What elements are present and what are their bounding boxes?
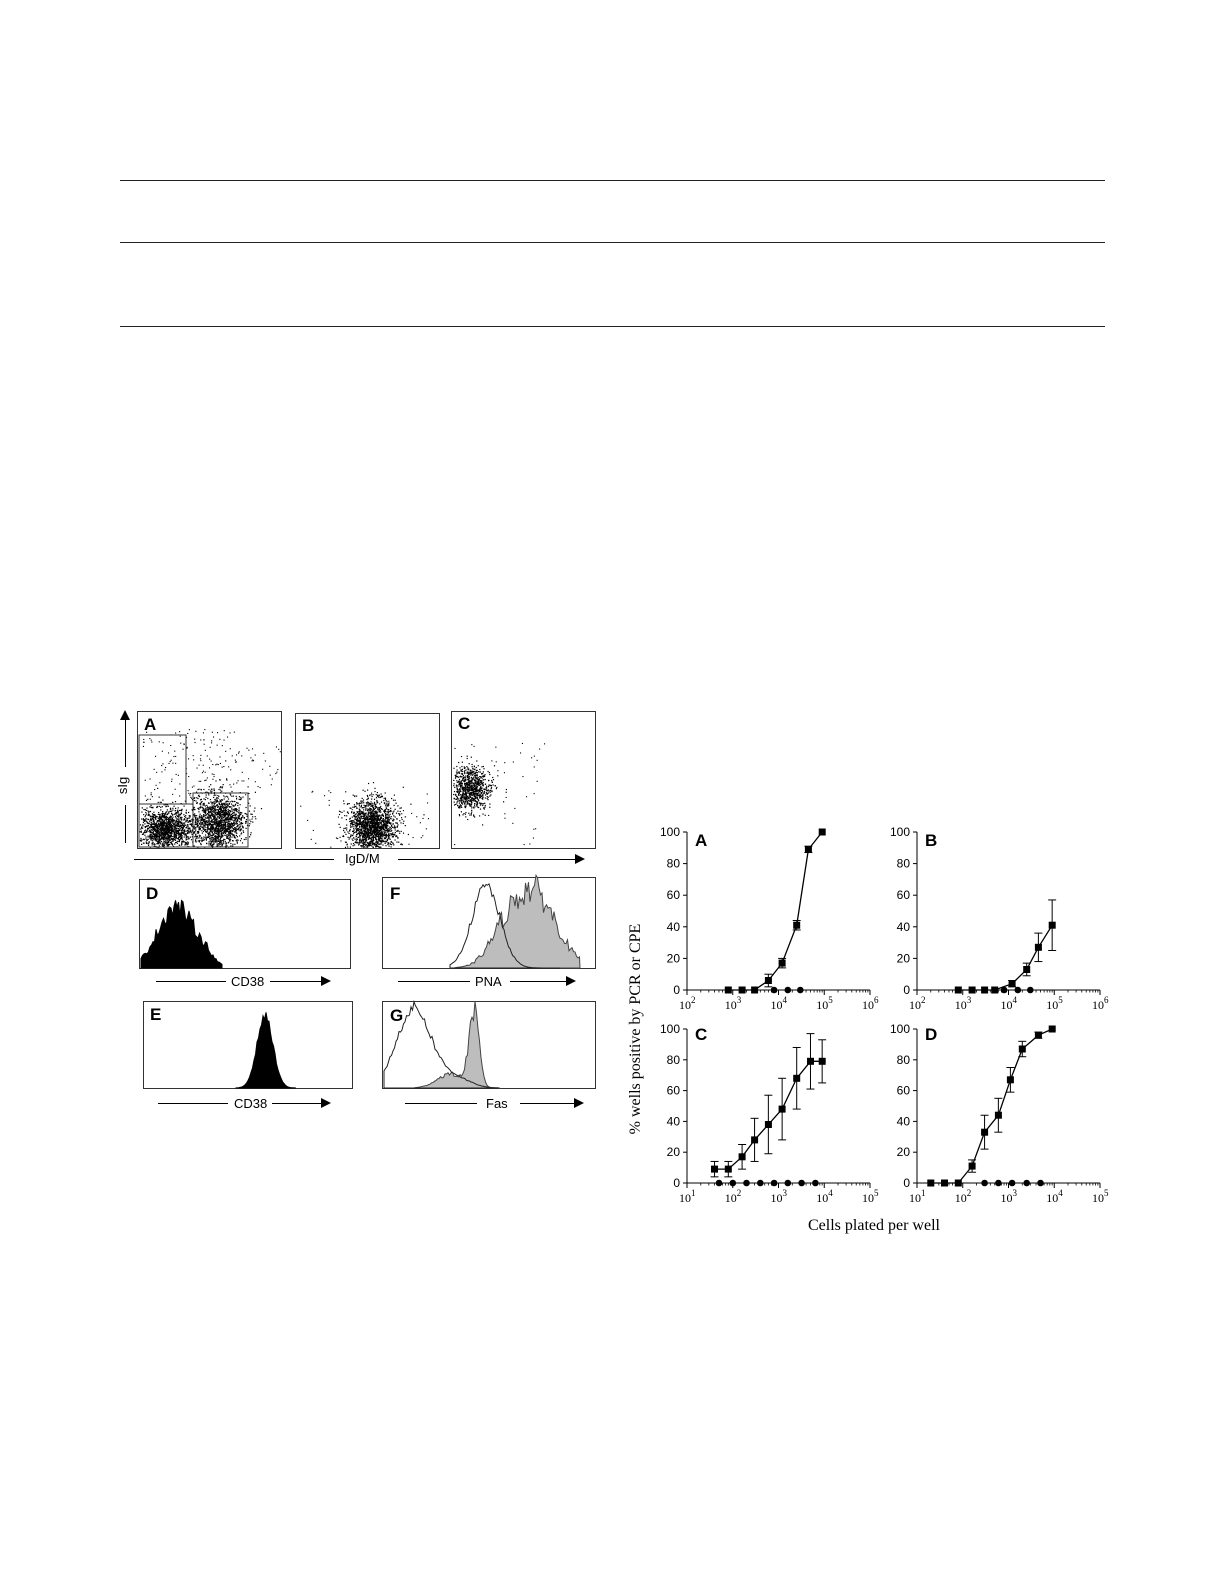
pna-axis-label: PNA (475, 974, 502, 989)
graph-b-x-tick-label: $10^2$ (909, 995, 926, 1012)
graph-d-circle-point (981, 1180, 988, 1187)
graph-c-square-point (807, 1058, 814, 1065)
graph-b-y-tick-label: 20 (896, 951, 910, 966)
graph-c-y-tick-label: 0 (673, 1176, 680, 1190)
graph-label-d: D (925, 1025, 938, 1044)
graph-x-axis-label: Cells plated per well (808, 1217, 940, 1234)
graph-b-circle-point (1015, 987, 1022, 994)
igdm-axis-label: IgD/M (345, 851, 380, 866)
panel-label-f: F (390, 884, 401, 903)
graph-c-square-point (751, 1136, 758, 1143)
graph-d-x-tick-label: $10^1$ (909, 1188, 926, 1205)
graph-y-axis-label: % wells positive by PCR or CPE (627, 923, 644, 1135)
graph-d-square-point (1049, 1026, 1056, 1033)
graph-c-x-tick-label: $10^1$ (679, 1188, 696, 1205)
graph-label-b: B (925, 831, 938, 850)
graph-c-circle-point (798, 1180, 805, 1187)
graph-c-circle-point (730, 1180, 737, 1187)
graph-c-x-tick-label: $10^4$ (816, 1188, 833, 1205)
graph-d-x-tick-label: $10^5$ (1092, 1188, 1109, 1205)
sig-axis-label: sIg (115, 776, 131, 795)
graph-a-square-point (805, 846, 812, 853)
graph-c-x-tick-label: $10^2$ (724, 1188, 742, 1205)
graph-b-circle-point (1001, 987, 1008, 994)
graph-b-square-point (969, 987, 976, 994)
graph-b-x-tick-label: $10^6$ (1092, 995, 1109, 1012)
graph-d-y-tick-label: 80 (896, 1052, 910, 1067)
graph-d-y-tick-label: 60 (896, 1083, 910, 1098)
graph-a-series-line (728, 832, 822, 990)
graph-b-x-tick-label: $10^4$ (1000, 995, 1017, 1012)
graph-d-square-point (1007, 1076, 1014, 1083)
graph-c-y-tick-label: 20 (666, 1145, 680, 1160)
graph-b-square-point (955, 987, 962, 994)
graph-b-y-tick-label: 40 (896, 919, 910, 934)
graph-d-series-line (931, 1029, 1052, 1183)
graph-c-square-point (819, 1058, 826, 1065)
graph-a-y-tick-label: 40 (666, 919, 680, 934)
graph-label-a: A (695, 831, 708, 850)
graph-b-x-tick-label: $10^3$ (954, 995, 972, 1012)
graph-a-y-tick-label: 0 (673, 983, 680, 997)
graph-b-y-tick-label: 0 (903, 983, 910, 997)
graph-b-y-tick-label: 100 (889, 825, 910, 839)
graph-d-y-tick-label: 0 (903, 1176, 910, 1190)
graph-c-circle-point (771, 1180, 778, 1187)
graph-c-square-point (793, 1075, 800, 1082)
graph-b-square-point (991, 987, 998, 994)
graph-b-square-point (1009, 980, 1016, 987)
graph-c-y-tick-label: 80 (666, 1052, 680, 1067)
graph-b-square-point (1049, 922, 1056, 929)
graph-d-square-point (955, 1180, 962, 1187)
graph-a-square-point (765, 977, 772, 984)
graph-a-x-tick-label: $10^3$ (724, 995, 742, 1012)
graph-a-x-tick-label: $10^4$ (770, 995, 787, 1012)
graph-b-y-tick-label: 60 (896, 888, 910, 903)
graph-c-circle-point (785, 1180, 792, 1187)
graph-a-x-tick-label: $10^6$ (862, 995, 879, 1012)
graph-b-x-tick-label: $10^5$ (1046, 995, 1063, 1012)
graph-a-y-tick-label: 80 (666, 856, 680, 871)
graph-b-circle-point (1027, 987, 1034, 994)
graph-c-circle-point (716, 1180, 723, 1187)
graph-c-x-tick-label: $10^3$ (770, 1188, 787, 1205)
graph-a-circle-point (785, 987, 792, 994)
graph-c-square-point (725, 1166, 732, 1173)
graph-d-square-point (981, 1129, 988, 1136)
graph-c-square-point (739, 1153, 746, 1160)
graph-d-circle-point (1009, 1180, 1016, 1187)
graph-d-y-tick-label: 100 (889, 1022, 910, 1036)
graph-d-y-tick-label: 40 (896, 1114, 910, 1129)
graph-d-square-point (1035, 1032, 1042, 1039)
panel-label-c: C (458, 714, 471, 733)
graph-d-x-tick-label: $10^4$ (1046, 1188, 1063, 1205)
graph-d-square-point (941, 1180, 948, 1187)
graph-c-x-tick-label: $10^5$ (862, 1188, 879, 1205)
graph-c-y-tick-label: 40 (666, 1114, 680, 1129)
graph-d-x-tick-label: $10^2$ (954, 1188, 972, 1205)
graph-a-square-point (725, 987, 732, 994)
graph-b-square-point (1035, 944, 1042, 951)
fas-axis-label: Fas (486, 1096, 508, 1111)
panel-label-b: B (302, 716, 315, 735)
graph-a-x-tick-label: $10^2$ (679, 995, 696, 1012)
graph-c-circle-point (812, 1180, 819, 1187)
graph-a-square-point (779, 960, 786, 967)
graph-c-y-tick-label: 100 (659, 1022, 680, 1036)
cd38-d-axis-label: CD38 (231, 974, 265, 989)
panel-label-g: G (390, 1006, 404, 1025)
graph-d-circle-point (1037, 1180, 1044, 1187)
graph-a-square-point (739, 987, 746, 994)
panel-label-d: D (146, 884, 159, 903)
graph-b-square-point (981, 987, 988, 994)
graph-b-square-point (1023, 966, 1030, 973)
graph-a-y-tick-label: 100 (659, 825, 680, 839)
graph-c-square-point (765, 1121, 772, 1128)
graph-a-x-tick-label: $10^5$ (816, 995, 833, 1012)
graph-a-square-point (793, 922, 800, 929)
graph-label-c: C (695, 1025, 708, 1044)
graph-c-y-tick-label: 60 (666, 1083, 680, 1098)
graph-d-y-tick-label: 20 (896, 1145, 910, 1160)
graph-a-y-tick-label: 20 (666, 951, 680, 966)
graph-c-square-point (711, 1166, 718, 1173)
graph-a-circle-point (771, 987, 778, 994)
graph-a-square-point (751, 987, 758, 994)
graph-a-circle-point (797, 987, 804, 994)
graph-a-y-tick-label: 60 (666, 888, 680, 903)
graph-d-circle-point (995, 1180, 1002, 1187)
graph-b-y-tick-label: 80 (896, 856, 910, 871)
graph-d-square-point (927, 1180, 934, 1187)
graph-d-circle-point (1023, 1180, 1030, 1187)
panel-label-e: E (150, 1005, 162, 1024)
graph-d-x-tick-label: $10^3$ (1000, 1188, 1017, 1205)
graph-c-square-point (779, 1106, 786, 1113)
graph-d-square-point (969, 1163, 976, 1170)
graph-c-circle-point (743, 1180, 750, 1187)
cd38-e-axis-label: CD38 (234, 1096, 268, 1111)
panel-label-a: A (144, 715, 157, 734)
graph-c-circle-point (757, 1180, 764, 1187)
graph-d-square-point (1019, 1046, 1026, 1053)
graph-d-square-point (995, 1112, 1002, 1119)
graph-a-square-point (819, 829, 826, 836)
